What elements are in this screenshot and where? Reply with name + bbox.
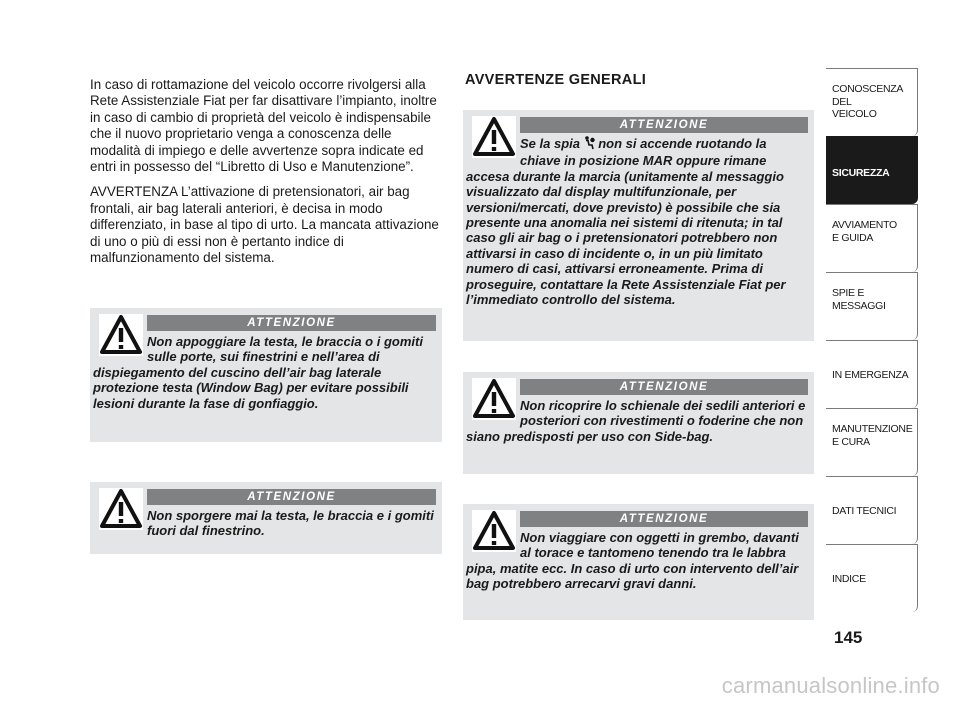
tab-dati-tecnici[interactable]: DATI TECNICI xyxy=(826,476,918,544)
chapter-tabs xyxy=(826,68,918,612)
warning-note-paragraph: AVVERTENZA L’attivazione di pretensionatori, air bag frontali, air bag laterali anteriori, è decisa in modo differenziato, in base al tipo di urto. La mancata attivazione di uno o più di essi non è pertanto indice di malfunzionamento del sistema. xyxy=(90,184,439,266)
section-title: AVVERTENZE GENERALI xyxy=(465,72,647,88)
tab-in-emergenza[interactable]: IN EMERGENZA xyxy=(826,340,918,408)
warning-text: Non viaggiare con oggetti in grembo, davanti al torace e tantomeno tenendo tra le labbra pipa, matite ecc. In caso di urto con intervento dell’air bag potrebbero arrecarvi gravi danni. xyxy=(466,530,799,592)
attention-label: ATTENZIONE xyxy=(520,117,808,133)
intro-text xyxy=(90,77,442,275)
attention-label: ATTENZIONE xyxy=(147,489,436,505)
tab-spie-e-messaggi[interactable]: SPIE E MESSAGGI xyxy=(826,272,918,340)
warning-box-objects xyxy=(463,504,814,620)
attention-label: ATTENZIONE xyxy=(520,379,808,395)
tab-avviamento-e-guida[interactable]: AVVIAMENTO E GUIDA xyxy=(826,204,918,272)
airbag-warning-light-icon xyxy=(584,136,595,153)
attention-label: ATTENZIONE xyxy=(147,315,436,331)
page-number: 145 xyxy=(834,628,863,647)
warning-text: Non sporgere mai la testa, le braccia e i gomiti fuori dal finestrino. xyxy=(147,508,434,539)
warning-text: Se la spia non si accende ruotando la chiave in posizione MAR oppure rimane accesa durante la marcia (unitamente al messaggio visualizzato dal display multifunzionale, per versioni/mercati, dove previsto) è possibile che sia presente una anomalia nei sistemi di ritenuta; in tal caso gli air bag o i pretensionatori potrebbero non attivarsi in caso di incidente o, in un più limitato numero di casi, attivarsi erroneamente. Prima di proseguire, contattare la Rete Assistenziale Fiat per l’immediato controllo del sistema. xyxy=(466,136,786,308)
warning-box-airbag-light xyxy=(463,110,814,341)
warning-text: Non appoggiare la testa, le braccia o i gomiti sulle porte, sui finestrini e nell’area di dispiegamento del cuscino dell’air bag laterale protezione testa (Window Bag) per evitare possibili lesioni durante la fase di gonfiaggio. xyxy=(93,334,423,411)
tab-conoscenza-del-veicolo[interactable]: CONOSCENZA DEL VEICOLO xyxy=(826,68,918,136)
warning-text: Non ricoprire lo schienale dei sedili anteriori e posteriori con rivestimenti o foderine che non siano predisposti per uso con Side-bag. xyxy=(466,398,806,444)
watermark: carmanualsonline.info xyxy=(721,673,940,698)
tab-indice[interactable]: INDICE xyxy=(826,544,918,612)
warning-box-window xyxy=(90,482,442,554)
tab-sicurezza[interactable]: SICUREZZA xyxy=(826,136,918,204)
warning-box-seat-covers xyxy=(463,372,814,474)
tab-manutenzione-e-cura[interactable]: MANUTENZIONE E CURA xyxy=(826,408,918,476)
attention-label: ATTENZIONE xyxy=(520,511,808,527)
warning-box-window-bag xyxy=(90,308,442,442)
intro-paragraph: In caso di rottamazione del veicolo occorre rivolgersi alla Rete Assistenziale Fiat per far disattivare l’impianto, inoltre in caso di cambio di proprietà del veicolo è indispensabile che il nuovo proprietario venga a conoscenza delle modalità di impiego e delle avvertenze sopra indicate ed entri in possesso del “Libretto di Uso e Manutenzione”. xyxy=(90,77,437,175)
